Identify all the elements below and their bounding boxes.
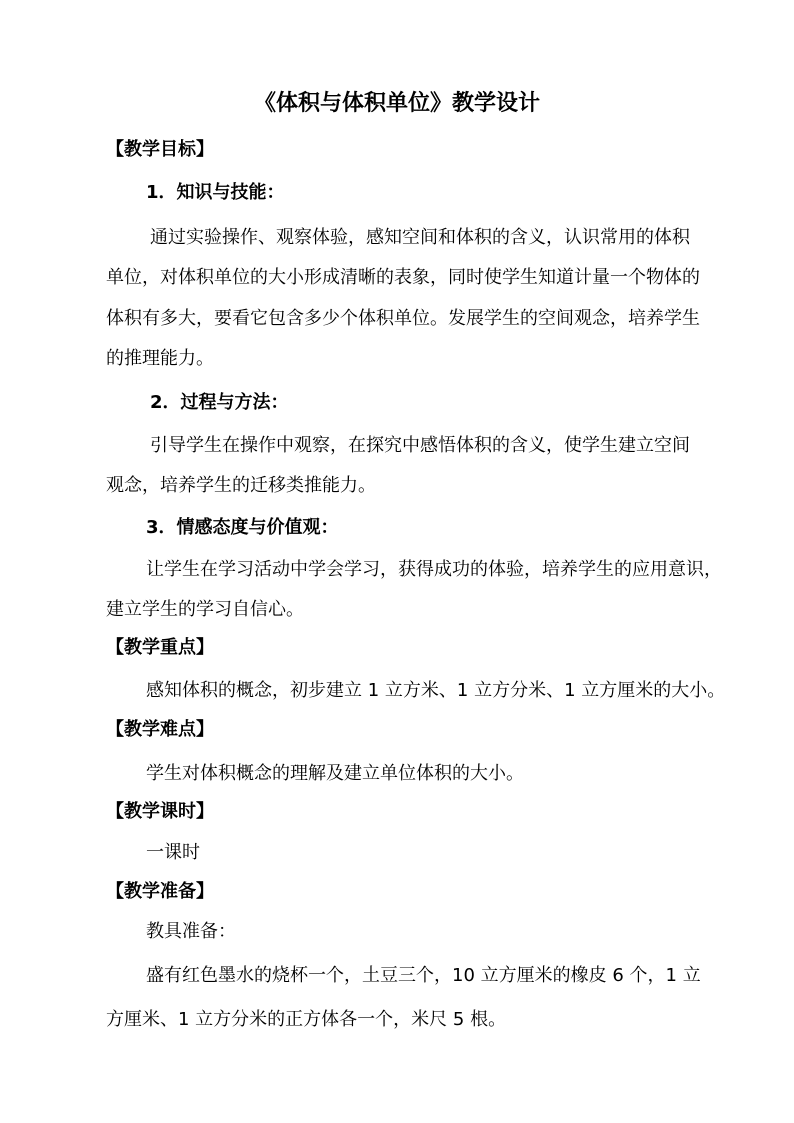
paragraph-line: 让学生在学习活动中学会学习，获得成功的体验，培养学生的应用意识， — [146, 559, 722, 580]
section-heading-hours: 【教学课时】 — [106, 801, 214, 822]
paragraph-line: 学生对体积概念的理解及建立单位体积的大小。 — [146, 763, 524, 784]
subheading-knowledge: 1．知识与技能： — [146, 182, 285, 203]
section-heading-key-points: 【教学重点】 — [106, 637, 214, 658]
section-heading-difficulties: 【教学难点】 — [106, 719, 214, 740]
section-heading-preparation: 【教学准备】 — [106, 881, 214, 902]
paragraph-line: 一课时 — [146, 842, 200, 863]
page-title: 《体积与体积单位》教学设计 — [253, 91, 540, 116]
paragraph-line: 教具准备： — [146, 921, 236, 942]
paragraph-line: 的推理能力。 — [106, 348, 214, 369]
paragraph-line: 体积有多大，要看它包含多少个体积单位。发展学生的空间观念，培养学生 — [106, 308, 700, 329]
paragraph-line: 建立学生的学习自信心。 — [106, 599, 304, 620]
paragraph-line: 单位，对体积单位的大小形成清晰的表象，同时使学生知道计量一个物体的 — [106, 267, 700, 288]
subheading-emotion: 3．情感态度与价值观： — [146, 517, 339, 538]
paragraph-line: 感知体积的概念，初步建立 1 立方米、1 立方分米、1 立方厘米的大小。 — [146, 680, 726, 701]
paragraph-line: 方厘米、1 立方分米的正方体各一个，米尺 5 根。 — [106, 1009, 507, 1030]
paragraph-line: 盛有红色墨水的烧杯一个，土豆三个，10 立方厘米的橡皮 6 个，1 立 — [146, 965, 701, 986]
section-heading-objectives: 【教学目标】 — [106, 139, 214, 160]
subheading-process: 2．过程与方法： — [150, 392, 289, 413]
paragraph-line: 观念，培养学生的迁移类推能力。 — [106, 475, 376, 496]
paragraph-line: 通过实验操作、观察体验，感知空间和体积的含义，认识常用的体积 — [150, 227, 690, 248]
paragraph-line: 引导学生在操作中观察，在探究中感悟体积的含义，使学生建立空间 — [150, 435, 690, 456]
